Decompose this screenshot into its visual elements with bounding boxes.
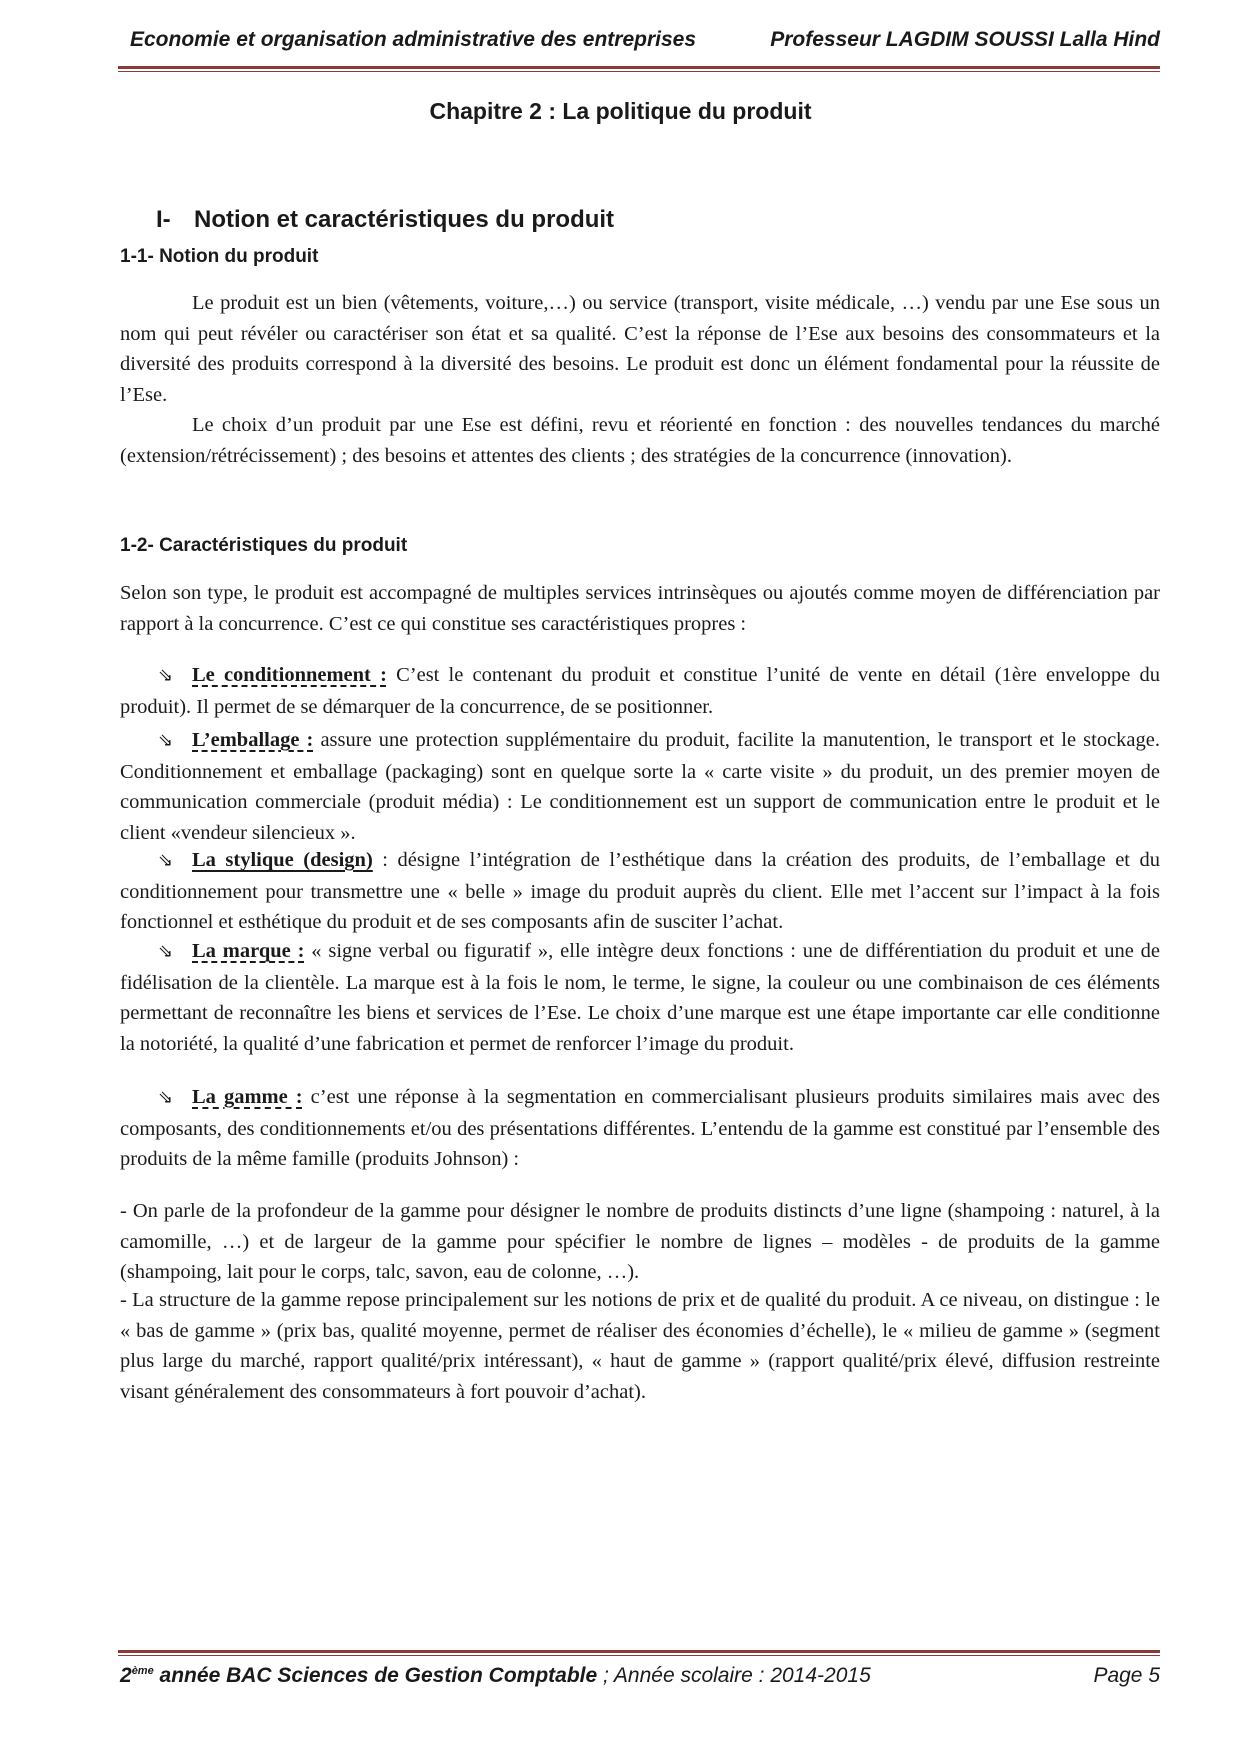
footer-rule (118, 1650, 1160, 1653)
paragraph-structure-gamme: - La structure de la gamme repose principalement sur les notions de prix et de qualité du produit. A ce niveau, on distingue : le « bas de gamme » (prix bas, qualité moyenne, permet de réaliser des économies d’échelle), le « milieu de gamme » (segment plus large du marché, rapport qualité/prix intéressant), « haut de gamme » (rapport qualité/prix élevé, diffusion restreinte visant généralement des consommateurs à fort pouvoir d’achat). (120, 1289, 1160, 1403)
section-title: Notion et caractéristiques du produit (194, 206, 615, 233)
footer-year-number: 2 (120, 1664, 132, 1687)
term-emballage: L’emballage : (192, 729, 314, 751)
term-stylique: La stylique (design) (192, 849, 373, 871)
list-item-emballage (120, 725, 1160, 848)
paragraph-notion-1: Le produit est un bien (vêtements, voiture,…) ou service (transport, visite médicale, …) vendu par une Ese sous un nom qui peut révéler ou caractériser son état et sa qualité. C’est la réponse de l’Ese aux besoins des consommateurs et la diversité des produits correspond à la diversité des besoins. Le produit est donc un élément fondamental pour la réussite de l’Ese. (120, 292, 1160, 406)
page-header (120, 28, 1160, 62)
footer-program (120, 1664, 871, 1688)
list-item-stylique (120, 845, 1160, 938)
text-conditionnement: C’est le contenant du produit et constitue l’unité de vente en détail (1ère enveloppe du produit). Il permet de se démarquer de la concurrence, de se positionner. (120, 664, 1160, 718)
list-item-conditionnement (120, 660, 1160, 722)
arrow-bullet-icon: ⇘ (158, 1087, 174, 1108)
arrow-bullet-icon: ⇘ (158, 730, 174, 751)
text-emballage: assure une protection supplémentaire du produit, facilite la manutention, le transport et le stockage. Conditionnement et emballage (packaging) sont en quelque sorte la « carte visite » du produit, un des premier moyen de communication commerciale (produit média) : Le conditionnement est un support de communication entre le produit et le client «vendeur silencieux ». (120, 729, 1161, 844)
text-gamme: c’est une réponse à la segmentation en commercialisant plusieurs produits similaires mais avec des composants, des conditionnements et/ou des présentations différentes. L’entendu de la gamme est constitué par l’ensemble des produits de la même famille (produits Johnson) : (120, 1086, 1160, 1170)
subsection-heading-notion: 1-1- Notion du produit (120, 246, 319, 267)
subsection-heading-caracteristiques: 1-2- Caractéristiques du produit (120, 535, 408, 556)
header-professor: Professeur LAGDIM SOUSSI Lalla Hind (770, 28, 1160, 51)
section-heading (156, 206, 614, 234)
term-gamme: La gamme : (192, 1086, 303, 1108)
paragraph-profondeur-gamme: - On parle de la profondeur de la gamme pour désigner le nombre de produits distincts d’une ligne (shampoing : naturel, à la camomille, …) et de largeur de la gamme pour spécifier le nombre de lignes – modèles - de produits de la gamme (shampoing, lait pour le corps, talc, savon, eau de colonne, …). (120, 1200, 1160, 1283)
arrow-bullet-icon: ⇘ (158, 665, 174, 686)
paragraph-intro: Selon son type, le produit est accompagné de multiples services intrinsèques ou ajoutés comme moyen de différenciation par rapport à la concurrence. C’est ce qui constitue ses caractéristiques propres : (120, 582, 1160, 635)
header-rule (118, 66, 1160, 69)
footer-year-suffix: ème (131, 1665, 154, 1677)
footer-school-year: ; Année scolaire : 2014-2015 (597, 1664, 871, 1687)
page-footer (120, 1664, 1160, 1698)
chapter-title: Chapitre 2 : La politique du produit (429, 98, 812, 124)
paragraph-notion-2: Le choix d’un produit par une Ese est défini, revu et réorienté en fonction : des nouvelles tendances du marché (extension/rétrécissement) ; des besoins et attentes des clients ; des stratégies de la concurrence (innovation). (120, 414, 1160, 467)
arrow-bullet-icon: ⇘ (158, 941, 174, 962)
header-rule-thin (118, 71, 1160, 72)
term-marque: La marque : (192, 940, 305, 962)
text-stylique: : désigne l’intégration de l’esthétique dans la création des produits, de l’emballage et du conditionnement pour transmettre une « belle » image du produit auprès du client. Elle met l’accent sur l’impact à la fois fonctionnel et esthétique du produit et de ses composants afin de susciter l’achat. (120, 849, 1161, 933)
section-number: I- (156, 206, 171, 233)
list-item-marque (120, 936, 1160, 1059)
text-marque: « signe verbal ou figuratif », elle intègre deux fonctions : une de différentiation du produit et une de fidélisation de la clientèle. La marque est à la fois le nom, le terme, le signe, la couleur ou une combinaison de ces éléments permettant de reconnaître les biens et services de l’Ese. Le choix d’une marque est une étape importante car elle conditionne la notoriété, la qualité d’une fabrication et permet de renforcer l’image du produit. (120, 940, 1160, 1055)
arrow-bullet-icon: ⇘ (158, 850, 174, 871)
list-item-gamme (120, 1082, 1160, 1175)
page-number: Page 5 (1093, 1664, 1160, 1687)
header-course-title: Economie et organisation administrative des entreprises (130, 28, 697, 51)
footer-program-name: année BAC Sciences de Gestion Comptable (153, 1664, 598, 1687)
footer-rule-thin (118, 1655, 1160, 1656)
term-conditionnement: Le conditionnement : (192, 664, 387, 686)
